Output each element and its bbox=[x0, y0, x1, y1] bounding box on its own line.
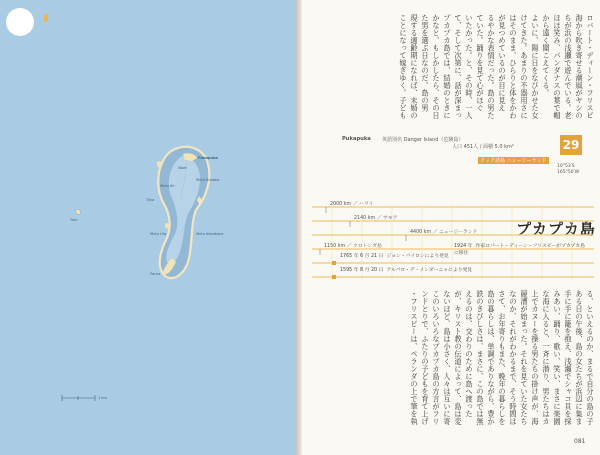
distance-label-4: 1150 km ／ クロトンガ島 bbox=[324, 244, 382, 249]
text-column-c26: なのか、それがわかるまで、そう時間は bbox=[509, 290, 518, 425]
text-column-c27: さて、お年寄りもまた、晩年の暮らしを bbox=[498, 290, 507, 425]
text-column-c10: るやかな表情だった。島の男た bbox=[487, 14, 496, 119]
text-column-c29: 鉄のきびしさは、まさに、この島では無 bbox=[476, 290, 485, 425]
event-1765 bbox=[340, 254, 449, 261]
event-year: 1924 年 bbox=[454, 244, 473, 249]
distance-label-1: 2000 km ／ ハワイ bbox=[330, 202, 374, 207]
text-column-c21: 手に手に籠を抱え、浅瀬でシャコ貝を採 bbox=[564, 290, 573, 425]
text-column-c16: た男を選ぶ日なのだ。島の男 bbox=[421, 14, 430, 112]
text-column-c3: ちが浜の浅瀬で遊んでいる。老 bbox=[564, 14, 573, 119]
distance-label-2: 2140 km ／ サモア bbox=[354, 216, 398, 221]
atoll-shape bbox=[76, 147, 210, 278]
text-column-c2: 海から吹き寄せる潮風がヤシの bbox=[575, 14, 584, 119]
text-column-c9: が見つめているのが目に見え bbox=[498, 14, 507, 112]
event-year: 1765 年 6 月 21 日 bbox=[340, 254, 384, 259]
text-column-c13: て、そして次第に、話が深まっ bbox=[454, 14, 463, 119]
text-column-c17: 現する適齢期になれば、未婚の bbox=[410, 14, 419, 119]
event-year: 1595 年 8 月 20 日 bbox=[340, 268, 384, 273]
text-column-c18: ことになって嫁ぎゆく。子ども bbox=[399, 14, 408, 119]
island-stats: 人口 451人 / 面積 5.0 km² bbox=[452, 144, 514, 150]
text-column-c22: みあい、踊り、歌い、笑い、まさに楽園 bbox=[553, 290, 562, 425]
atoll-map bbox=[0, 0, 296, 455]
text-column-c19: る、といえるのか、まるで自分の島の子 bbox=[586, 290, 595, 425]
map-label-toka: Toka bbox=[146, 198, 155, 202]
island-number-badge: 29 bbox=[560, 135, 582, 155]
distance-label-3: 4400 km ／ ニュージーランド bbox=[410, 230, 478, 235]
text-column-c33: このいろいろなプカプカ島の方言がフリ bbox=[432, 290, 441, 425]
text-column-c15: かなと、もしかしたら、その日 bbox=[432, 14, 441, 119]
map-label-pukapuka: Pukapuka bbox=[198, 156, 218, 160]
text-column-c5: から遠く聞こえてくる。 bbox=[542, 14, 551, 97]
text-column-c12: いたかった。と、その時、一人 bbox=[465, 14, 474, 119]
text-column-c6: よいに、陽に日をなびかせた女 bbox=[531, 14, 540, 119]
text-column-c31: が、キリスト教の伝道によって、島は変 bbox=[454, 290, 463, 425]
map-label-motu-uta: Motu Uta bbox=[150, 232, 167, 236]
map-label-motu-kavakava: Motu Kavakava bbox=[196, 232, 224, 236]
text-page bbox=[302, 0, 600, 455]
island-category: クック諸島 ニュージーランド bbox=[480, 158, 547, 164]
text-column-c4: ほほ笑み、パンダナスの葉で帽 bbox=[553, 14, 562, 119]
page-number: 081 bbox=[574, 438, 586, 445]
text-column-c32: ないほど、島は小さく、人々は互いに寄 bbox=[443, 290, 452, 425]
island-coordinates bbox=[557, 164, 597, 176]
map-label-motu-kotawa: Motu Kotawa bbox=[196, 178, 220, 182]
island-name-en: Pukapuka bbox=[342, 136, 371, 142]
map-label-wale: Wale bbox=[178, 166, 187, 170]
text-column-c23: な海に入ると、一斉に潜り、男たちはカ bbox=[542, 290, 551, 425]
text-column-c35: ・フリスビーは、ペランダの上で筆を執 bbox=[410, 290, 419, 425]
event-text: ジョン・バイロンにより発見 bbox=[386, 254, 449, 259]
map-scale-label: 1 km bbox=[98, 396, 108, 400]
text-column-c25: 競漕が始まった。それを見ていた女たち bbox=[520, 290, 529, 425]
event-text: 作家ロバート・ディーン・フリスビーがプカプカ島に移住 bbox=[454, 244, 585, 256]
event-1924 bbox=[454, 244, 589, 257]
text-column-c28: 島の暮らしは、単調でありながら、豊か bbox=[487, 290, 496, 425]
text-column-c14: プカプカ島では、結婚のときに bbox=[443, 14, 452, 119]
text-column-c1: ロバート・ディーン・フリスビ bbox=[586, 14, 595, 119]
text-column-c30: えるのは、交わりのために島へ渡った bbox=[465, 290, 474, 418]
map-label-parua: Parua bbox=[150, 272, 161, 276]
text-column-c24: 上でカヌーを操る男たちの掛け声が、海 bbox=[531, 290, 540, 425]
map-label-yato: Yato bbox=[70, 218, 78, 222]
text-column-c20: ある日の午後、島の女たちが浜辺に集ま bbox=[575, 290, 584, 425]
island-alias: 英語別名 Danger Island（危険島） bbox=[382, 137, 464, 143]
map-page bbox=[0, 0, 296, 455]
text-column-c8: はそのまま、ひらりと体をかわ bbox=[509, 14, 518, 119]
text-column-c11: ていた。踊りを見て心がほぐ bbox=[476, 14, 485, 112]
text-column-c7: けてきた。あまりの不器用さに bbox=[520, 14, 529, 119]
event-1595 bbox=[340, 268, 472, 275]
island-title: プカプカ島 bbox=[516, 220, 596, 238]
map-scale bbox=[62, 395, 95, 401]
longitude: 165°50′W bbox=[557, 170, 580, 175]
text-column-c34: ンドとりで、ふたりの子どもを育て上げ bbox=[421, 290, 430, 425]
latitude: 10°53′S bbox=[557, 164, 575, 169]
event-text: アルバロ・デ・メンダーニャにより発見 bbox=[386, 268, 473, 273]
map-label-motu-ko: Motu Ko bbox=[160, 184, 175, 188]
